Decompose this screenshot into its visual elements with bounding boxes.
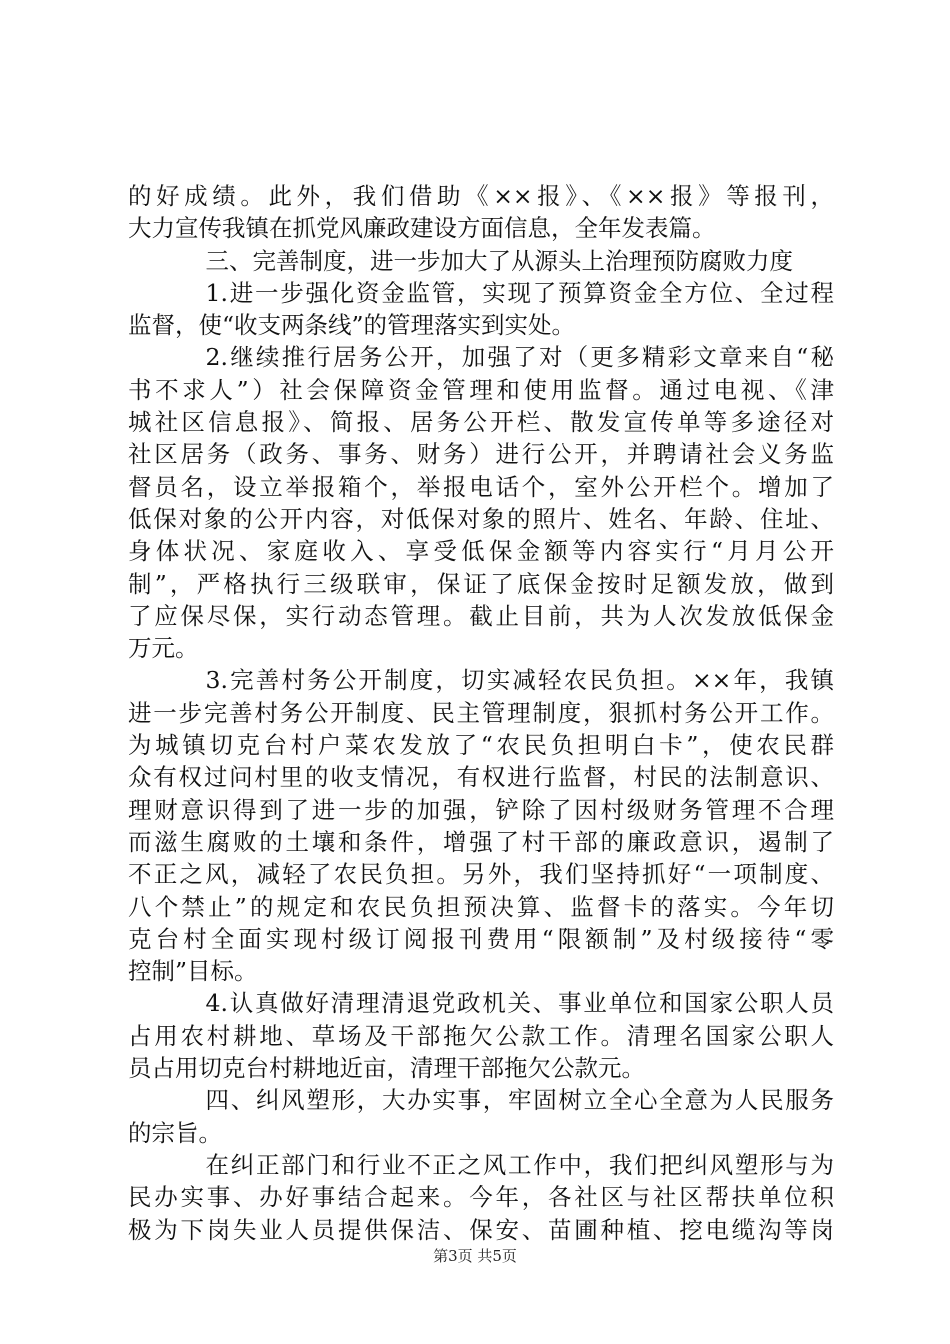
page-footer [0,1246,950,1266]
text-line: 1.进一步强化资金监管，实现了预算资金全方位、全过程 [205,278,834,307]
text-line: 三、完善制度，进一步加大了从源头上治理预防腐败力度 [205,246,794,275]
text-line: 3.完善村务公开制度，切实减轻农民负担。××年，我镇 [205,666,834,695]
text-line: 民办实事、办好事结合起来。今年，各社区与社区帮扶单位积 [128,1183,834,1212]
text-line: 四、纠风塑形，大办实事，牢固树立全心全意为人民服务 [205,1086,834,1115]
text-line: 控制”目标。 [128,957,258,986]
text-line: 城社区信息报》、简报、居务公开栏、散发宣传单等多途径对 [128,408,834,437]
text-line: 的宗旨。 [128,1118,222,1147]
text-line: 2.继续推行居务公开，加强了对（更多精彩文章来自“秘 [205,343,834,372]
text-line: 极为下岗失业人员提供保洁、保安、苗圃种植、挖电缆沟等岗 [128,1215,834,1244]
page-number-label: 第3页 共5页 [433,1247,517,1265]
text-line: 的好成绩。此外，我们借助《××报》、《××报》等报刊， [128,182,834,210]
text-line: 了应保尽保，实行动态管理。截止目前，共为人次发放低保金 [128,601,834,630]
text-line: 理财意识得到了进一步的加强，铲除了因村级财务管理不合理 [128,795,834,824]
text-line: 4.认真做好清理清退党政机关、事业单位和国家公职人员 [205,989,834,1018]
text-line: 督员名，设立举报箱个，举报电话个，室外公开栏个。增加了 [128,472,834,501]
text-line: 众有权过问村里的收支情况，有权进行监督，村民的法制意识、 [128,763,834,792]
text-line: 八个禁止”的规定和农民负担预决算、监督卡的落实。今年切 [128,892,834,921]
text-line: 监督，使“收支两条线”的管理落实到实处。 [128,311,576,340]
text-line: 大力宣传我镇在抓党风廉政建设方面信息，全年发表篇。 [128,214,716,243]
text-line: 克台村全面实现村级订阅报刊费用“限额制”及村级接待“零 [128,924,834,953]
text-line: 员占用切克台村耕地近亩，清理干部拖欠公款元。 [128,1054,645,1083]
text-line: 而滋生腐败的土壤和条件，增强了村干部的廉政意识，遏制了 [128,827,834,856]
text-line: 进一步完善村务公开制度、民主管理制度，狠抓村务公开工作。 [128,698,834,727]
text-line: 万元。 [128,634,199,663]
text-line: 书不求人”）社会保障资金管理和使用监督。通过电视、《津 [128,375,834,404]
text-line: 不正之风，减轻了农民负担。另外，我们坚持抓好“一项制度、 [128,860,834,889]
text-line: 社区居务（政务、事务、财务）进行公开，并聘请社会义务监 [128,440,834,469]
text-line: 占用农村耕地、草场及干部拖欠公款工作。清理名国家公职人 [128,1021,834,1050]
document-body [128,180,834,1246]
text-line: 身体状况、家庭收入、享受低保金额等内容实行“月月公开 [128,537,834,566]
text-line: 为城镇切克台村户菜农发放了“农民负担明白卡”，使农民群 [128,731,834,760]
text-line: 在纠正部门和行业不正之风工作中，我们把纠风塑形与为 [205,1150,834,1179]
text-line: 制”，严格执行三级联审，保证了底保金按时足额发放，做到 [128,569,834,598]
text-line: 低保对象的公开内容，对低保对象的照片、姓名、年龄、住址、 [128,504,834,533]
